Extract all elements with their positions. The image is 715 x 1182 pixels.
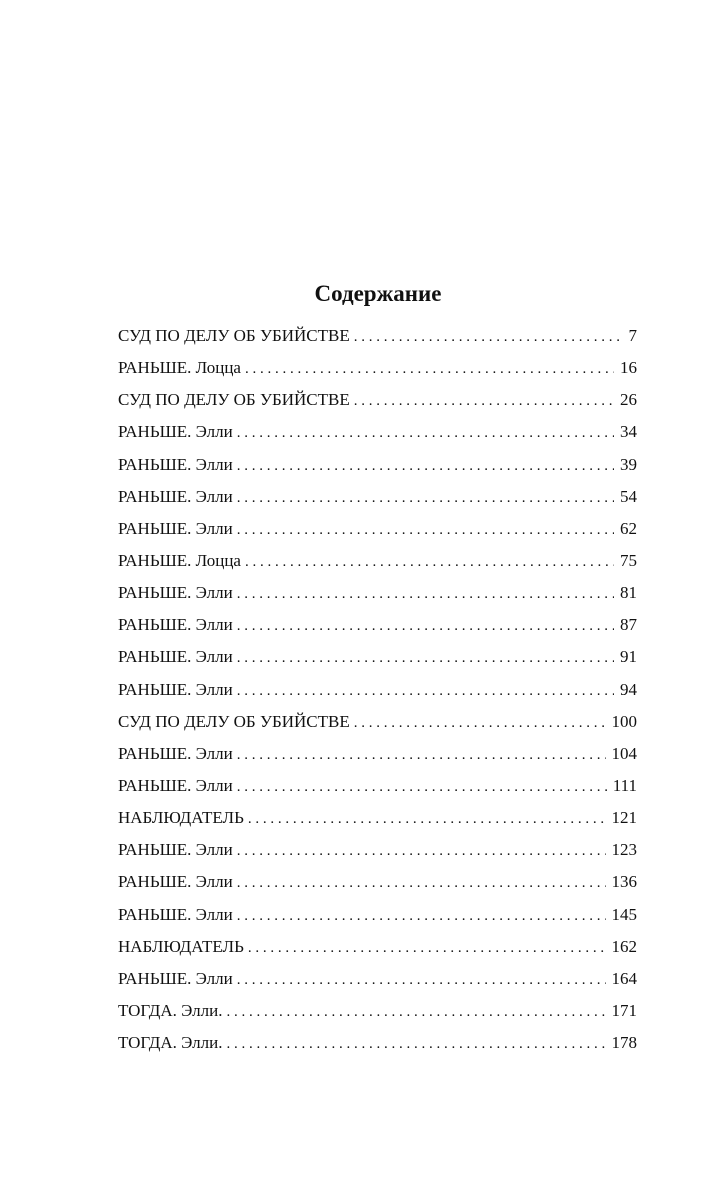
toc-dot-leader [244, 932, 606, 963]
toc-dot-leader [244, 803, 606, 834]
toc-entry-label: СУД ПО ДЕЛУ ОБ УБИЙСТВЕ [118, 390, 350, 410]
toc-entry [118, 513, 637, 545]
toc-dot-leader [233, 675, 614, 706]
toc-entry-label: РАНЬШЕ. Элли [118, 968, 233, 988]
toc-entry-label: РАНЬШЕ. Элли [118, 743, 233, 763]
toc-entry-page: 164 [611, 968, 637, 988]
page-title: Содержание [314, 281, 442, 306]
toc-entry-label: РАНЬШЕ. Элли [118, 872, 233, 892]
toc-entry-label: РАНЬШЕ. Элли [118, 422, 233, 442]
toc-entry-label: ТОГДА. Элли. [118, 1033, 223, 1053]
toc-entry-label: НАБЛЮДАТЕЛЬ [118, 936, 244, 956]
toc-entry [118, 416, 637, 448]
toc-entry-label: СУД ПО ДЕЛУ ОБ УБИЙСТВЕ [118, 711, 350, 731]
toc-entry [118, 641, 637, 673]
toc-entry [118, 609, 637, 641]
toc-dot-leader [350, 707, 606, 738]
toc-entry [118, 899, 637, 931]
toc-entry-page: 91 [620, 647, 637, 667]
toc-entry-page: 100 [611, 711, 637, 731]
toc-entry-label: РАНЬШЕ. Элли [118, 518, 233, 538]
toc-entry-page: 26 [620, 390, 637, 410]
table-of-contents [118, 320, 637, 1059]
toc-entry [118, 1027, 637, 1059]
toc-entry-label: РАНЬШЕ. Элли [118, 583, 233, 603]
toc-dot-leader [233, 867, 606, 898]
toc-entry-page: 39 [620, 454, 637, 474]
toc-entry [118, 674, 637, 706]
toc-entry [118, 706, 637, 738]
toc-entry-page: 145 [611, 904, 637, 924]
toc-dot-leader [233, 739, 606, 770]
toc-entry-label: РАНЬШЕ. Элли [118, 679, 233, 699]
toc-entry-label: РАНЬШЕ. Лоцца [118, 358, 241, 378]
toc-entry-label: РАНЬШЕ. Элли [118, 615, 233, 635]
toc-dot-leader [233, 610, 614, 641]
toc-entry-page: 94 [620, 679, 637, 699]
toc-dot-leader [233, 900, 606, 931]
toc-entry-page: 87 [620, 615, 637, 635]
toc-dot-leader [350, 321, 623, 352]
toc-entry-page: 34 [620, 422, 637, 442]
toc-entry-label: РАНЬШЕ. Элли [118, 647, 233, 667]
toc-entry [118, 802, 637, 834]
toc-entry [118, 449, 637, 481]
toc-entry-page: 171 [611, 1000, 637, 1020]
toc-entry-page: 62 [620, 518, 637, 538]
toc-entry [118, 931, 637, 963]
toc-entry [118, 770, 637, 802]
toc-entry-page: 75 [620, 550, 637, 570]
toc-entry [118, 963, 637, 995]
toc-entry [118, 320, 637, 352]
toc-entry-page: 104 [611, 743, 637, 763]
toc-dot-leader [241, 353, 614, 384]
toc-dot-leader [233, 835, 606, 866]
toc-dot-leader [233, 482, 614, 513]
toc-entry-label: РАНЬШЕ. Лоцца [118, 550, 241, 570]
toc-entry-label: РАНЬШЕ. Элли [118, 454, 233, 474]
toc-entry [118, 481, 637, 513]
toc-entry [118, 352, 637, 384]
toc-entry-page: 16 [620, 358, 637, 378]
toc-dot-leader [241, 546, 614, 577]
toc-entry-page: 136 [611, 872, 637, 892]
toc-entry-page: 178 [611, 1033, 637, 1053]
toc-entry [118, 545, 637, 577]
toc-entry-label: РАНЬШЕ. Элли [118, 840, 233, 860]
toc-entry-label: СУД ПО ДЕЛУ ОБ УБИЙСТВЕ [118, 326, 350, 345]
toc-entry-label: РАНЬШЕ. Элли [118, 775, 233, 795]
toc-entry-label: ТОГДА. Элли. [118, 1000, 223, 1020]
toc-entry-label: НАБЛЮДАТЕЛЬ [118, 808, 244, 828]
toc-dot-leader [222, 996, 605, 1027]
toc-entry-page: 121 [611, 808, 637, 828]
toc-entry-label: РАНЬШЕ. Элли [118, 486, 233, 506]
toc-dot-leader [233, 964, 606, 995]
toc-entry [118, 577, 637, 609]
toc-dot-leader [233, 642, 614, 673]
toc-entry-page: 123 [611, 840, 637, 860]
toc-entry [118, 995, 637, 1027]
toc-entry-page: 162 [611, 936, 637, 956]
toc-dot-leader [222, 1028, 605, 1059]
toc-entry [118, 866, 637, 898]
toc-dot-leader [233, 578, 614, 609]
toc-dot-leader [233, 417, 614, 448]
toc-entry-page: 111 [612, 775, 637, 795]
toc-entry-label: РАНЬШЕ. Элли [118, 904, 233, 924]
toc-entry-page: 54 [620, 486, 637, 506]
toc-dot-leader [233, 771, 607, 802]
toc-entry [118, 834, 637, 866]
toc-dot-leader [233, 450, 614, 481]
toc-entry-page: 7 [628, 326, 637, 345]
toc-entry [118, 384, 637, 416]
toc-entry [118, 738, 637, 770]
toc-dot-leader [350, 385, 614, 416]
toc-entry-page: 81 [620, 583, 637, 603]
toc-dot-leader [233, 514, 614, 545]
